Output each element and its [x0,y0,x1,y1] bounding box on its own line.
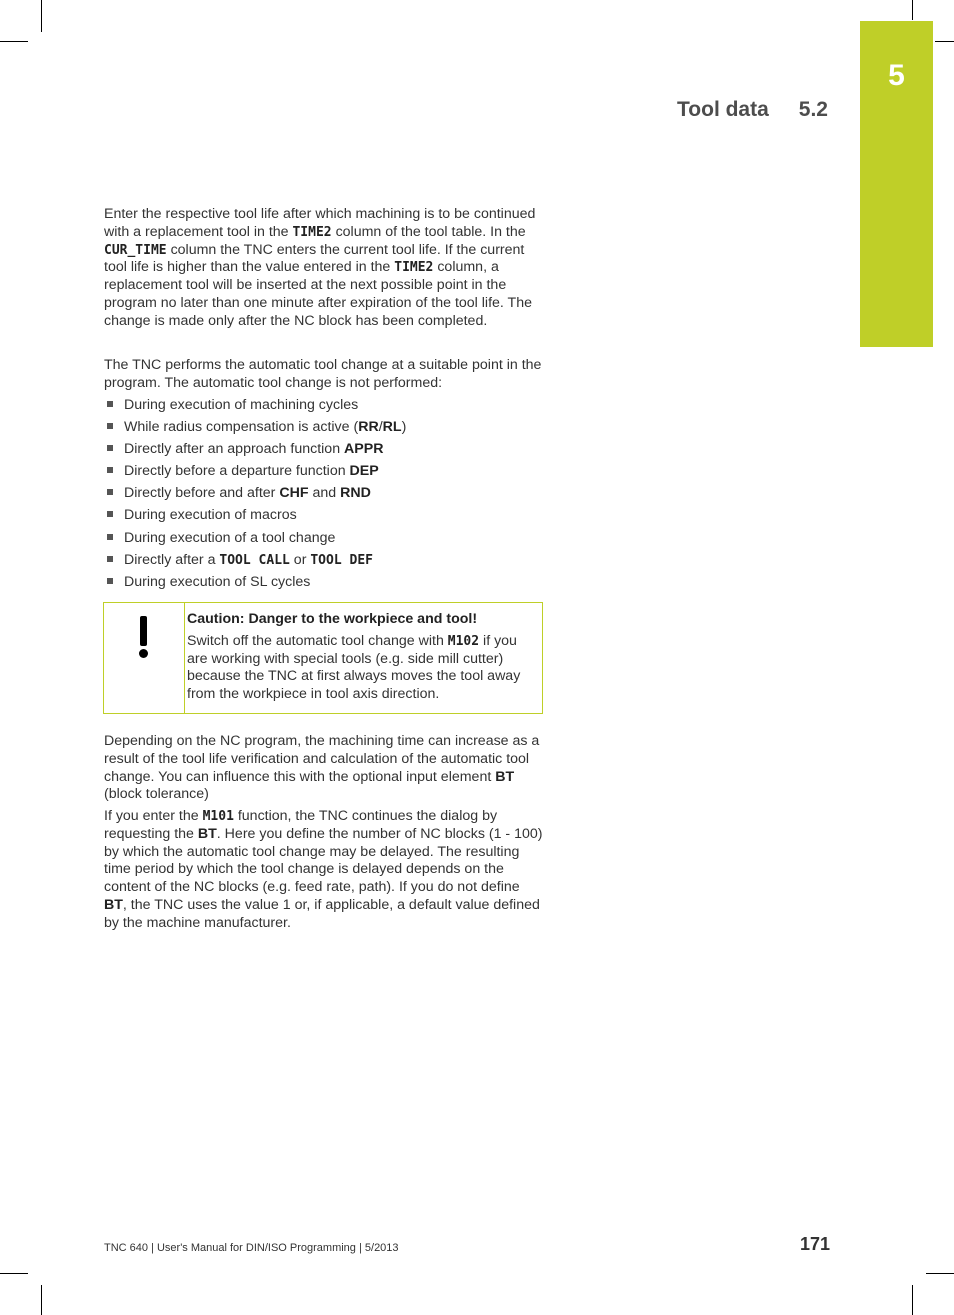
keyword-rl: RL [382,419,402,436]
bullet-square-icon [107,445,113,451]
list-item [104,396,544,418]
list-item [104,506,544,528]
crop-mark [912,1285,913,1315]
text: ) [401,419,407,436]
caution-divider [184,603,185,713]
caution-title: Caution: Danger to the workpiece and tool! [187,611,478,627]
paragraph-auto-change [104,357,544,393]
list-item [104,529,544,551]
keyword-bt: BT [495,768,515,785]
text: Directly after an approach function [124,441,345,458]
bullet-square-icon [107,401,113,407]
keyword-m101: M101 [202,809,234,824]
chapter-number: 5 [888,59,905,92]
warning-exclamation-icon [104,603,184,713]
caution-content [187,611,532,704]
text: if you are working with special tools (e.g. side mill cutter) because the TNC at first always moves the tool away from the workpiece in tool axis direction. [187,632,521,703]
text: During execution of machining cycles [124,397,359,413]
header-title: Tool data [677,98,769,121]
text: / [378,419,383,436]
bullet-square-icon [107,534,113,540]
paragraph-machining-time [104,733,544,804]
crop-mark [41,0,42,32]
paragraph-tool-life [104,206,544,331]
text: Switch off the automatic tool change with [187,632,448,649]
keyword-time2: TIME2 [292,224,332,240]
text: Directly before a departure function [124,463,350,480]
crop-mark [926,1273,954,1274]
list-item [104,440,544,462]
text: The TNC performs the automatic tool change at a suitable point in the program. The automatic tool change is not performed: [104,357,542,391]
text: or [289,551,311,568]
bullet-square-icon [107,556,113,562]
text: Enter the respective tool life after which machining is to be continued with a replacement tool in the [104,206,536,240]
footer-text: TNC 640 | User's Manual for DIN/ISO Programming | 5/2013 [104,1242,399,1254]
text: column, a replacement tool will be inserted at the next possible point in the program no later than one minute after expiration of the tool life. The change is made only after the NC block has been completed. [104,259,532,329]
text: (block tolerance) [104,786,209,803]
keyword-tool-call: TOOL CALL [219,552,290,568]
keyword-time2: TIME2 [394,260,434,276]
text: Depending on the NC program, the machining time can increase as a result of the tool life verification and calculation of the automatic tool change. You can influence this with the optional input element [104,733,540,785]
list-item [104,551,544,573]
caution-box [103,602,543,714]
keyword-m102: M102 [447,633,480,649]
text: , the TNC uses the value 1 or, if applicable, a default value defined by the machine manufacturer. [104,896,540,931]
keyword-tool-def: TOOL DEF [310,552,373,568]
chapter-tab [860,21,933,347]
list-item [104,484,544,506]
exclamation-bar [140,616,147,646]
text: During execution of macros [124,507,297,524]
keyword-rr: RR [358,419,379,436]
keyword-cur-time: CUR_TIME [104,242,167,258]
crop-mark [41,1285,42,1315]
text: column the TNC enters the current tool life. If the current tool life is higher than the value entered in the [104,241,525,276]
text: function, the TNC continues the dialog by requesting the [104,808,498,842]
crop-mark [0,41,28,42]
text: Directly after a [124,551,220,568]
caution-body [187,633,532,704]
list-item [104,462,544,484]
text: . Here you define the number of NC blocks (1 - 100) by which the automatic tool change may be delayed. The resulting time period by which the tool change is delayed depends on the content of the NC blocks (e.g. feed rate, path). If you do not define [104,825,543,896]
keyword-bt: BT [197,825,217,842]
header-section: 5.2 [798,98,828,121]
bullet-square-icon [107,489,113,495]
crop-mark [935,41,954,42]
text: During execution of a tool change [124,529,336,546]
bullet-square-icon [107,511,113,517]
exceptions-list [104,396,544,595]
keyword-bt: BT [104,896,123,913]
list-item [104,418,544,440]
paragraph-m101 [104,808,544,933]
keyword-dep: DEP [349,463,379,480]
crop-mark [912,0,913,20]
list-item [104,573,544,595]
text: During execution of SL cycles [124,573,311,590]
keyword-chf: CHF [279,485,309,502]
page-number: 171 [799,1234,830,1254]
text: Directly before and after [124,485,280,502]
crop-mark [0,1273,28,1274]
text: While radius compensation is active ( [124,419,359,436]
keyword-appr: APPR [344,441,384,458]
keyword-rnd: RND [340,485,371,502]
text: column of the tool table. In the [331,223,526,240]
bullet-square-icon [107,578,113,584]
exclamation-dot [139,649,148,658]
bullet-square-icon [107,423,113,429]
text: If you enter the [104,808,203,824]
text: and [308,485,341,502]
running-head [600,98,828,122]
bullet-square-icon [107,467,113,473]
